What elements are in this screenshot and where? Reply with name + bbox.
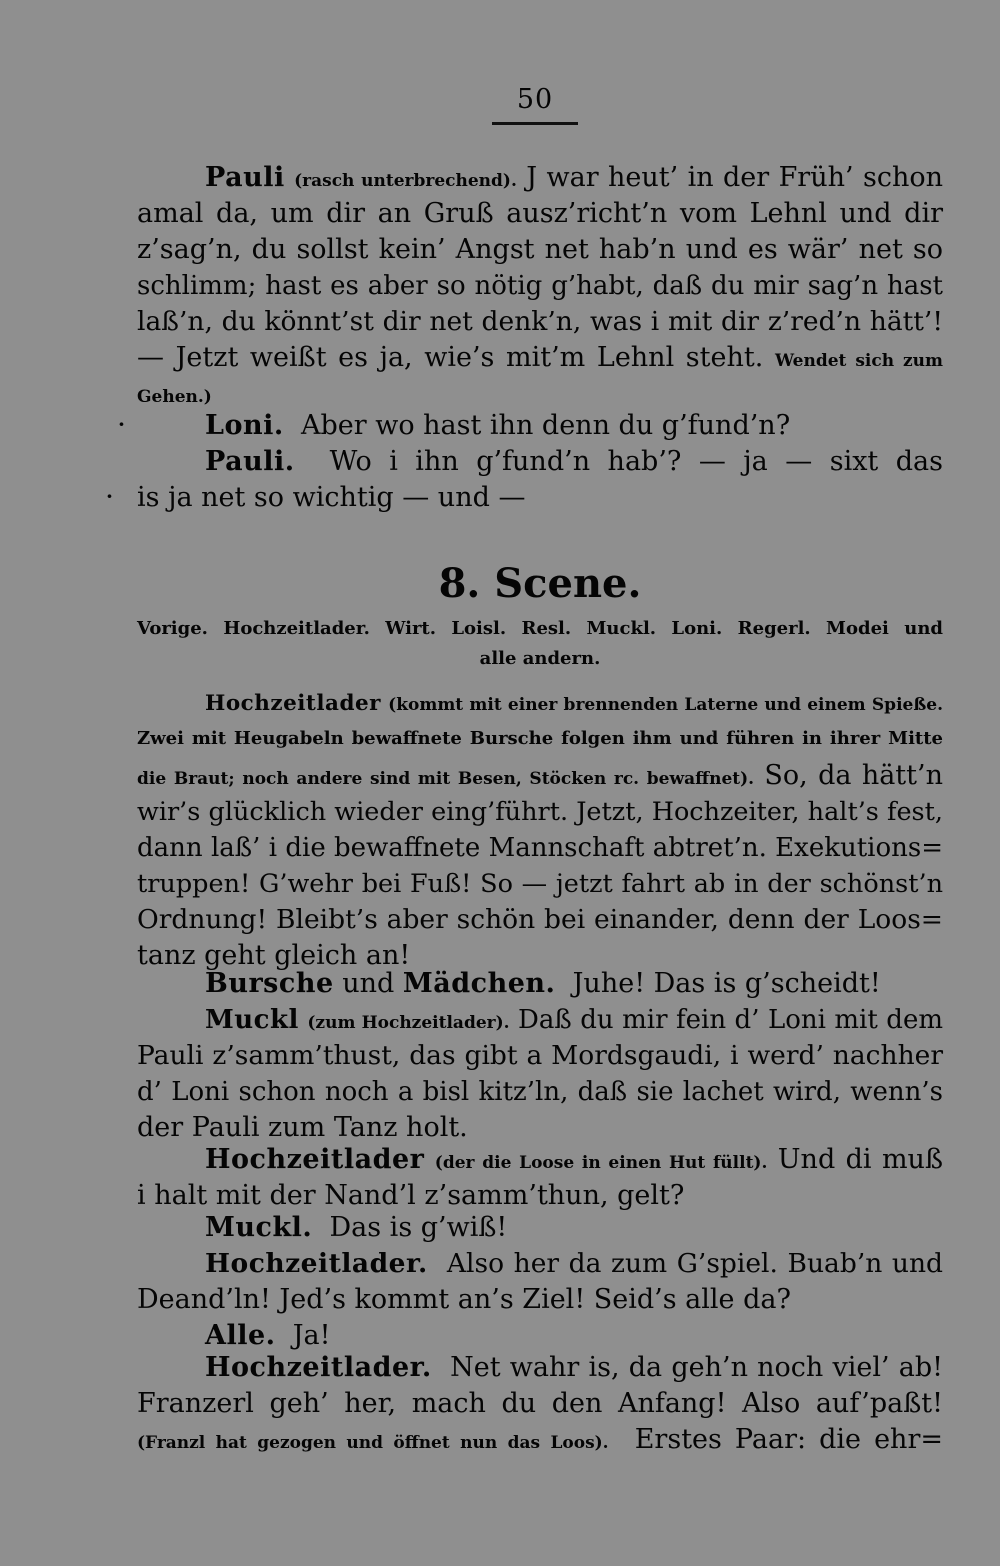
stage-direction: die Braut; noch andere sind mit Besen, Stöcken rc. bewaffnet). — [137, 769, 755, 789]
text-line: tanz geht gleich an! — [137, 940, 411, 971]
speaker-name: Muckl — [205, 1005, 299, 1035]
text-line — [137, 160, 943, 199]
text-line: laß’n, du könnt’st dir net denk’n, was i mit dir z’red’n hätt’! — [137, 306, 943, 337]
dialogue-text: Erstes Paar: die ehr= — [634, 1424, 943, 1455]
text-line — [137, 1002, 943, 1041]
dialogue-text: Wo i ihn g’fund’n hab’? — ja — sixt das — [329, 446, 943, 477]
speaker-name: Hochzeitlader. — [205, 1352, 432, 1383]
speaker-name: Pauli. — [205, 446, 295, 477]
speaker-name: Hochzeitlader. — [205, 1248, 428, 1279]
text-line — [137, 758, 943, 797]
text-line: Franzerl geh’ her, mach du den Anfang! Also auf’paßt! — [137, 1388, 943, 1419]
text-line — [137, 686, 943, 723]
speaker-name: Alle. — [205, 1320, 276, 1351]
text-line — [137, 408, 943, 444]
speaker-name: Bursche — [205, 968, 334, 999]
text-line — [137, 1318, 943, 1354]
text-line: dann laß’ i die bewaffnete Mannschaft abtret’n. Exekutions= — [137, 833, 943, 863]
stage-direction: (der die Loose in einen Hut füllt). — [434, 1153, 768, 1173]
text-line: Pauli z’samm’thust, das gibt a Mordsgaudi, i werd’ nachher — [137, 1040, 943, 1071]
text-line — [137, 1422, 943, 1461]
speaker-name: Loni. — [205, 410, 284, 441]
text-line: Ordnung! Bleibt’s aber schön bei einander, denn der Loos= — [137, 904, 943, 935]
dialogue-text: — Jetzt weißt es ja, wie’s mit’m Lehnl steht. — [137, 342, 764, 373]
speaker-name: Hochzeitlader — [205, 691, 382, 716]
text-line: amal da, um dir an Gruß ausz’richt’n vom Lehnl und dir — [137, 198, 943, 229]
cast-list: Vorige. Hochzeitlader. Wirt. Loisl. Resl. Muckl. Loni. Regerl. Modei und — [137, 618, 943, 639]
text-line — [137, 966, 943, 1002]
dialogue-text: Daß du mir fein d’ Loni mit dem — [518, 1005, 943, 1035]
stage-direction: Gehen.) — [137, 387, 212, 407]
margin-mark: · — [118, 412, 125, 436]
speaker-name: Pauli — [205, 162, 285, 193]
dialogue-text: Und di muß — [777, 1144, 943, 1175]
text-line — [137, 1142, 943, 1181]
text-line — [137, 444, 943, 480]
text-line — [137, 1350, 943, 1386]
dialogue-text: Juhe! Das is g’scheidt! — [572, 968, 881, 999]
dialogue-text: So, da hätt’n — [764, 760, 943, 791]
dialogue-text: Aber wo hast ihn denn du g’fund’n? — [300, 410, 791, 441]
text-line: truppen! G’wehr bei Fuß! So — jetzt fahrt ab in der schönst’n — [137, 869, 943, 899]
text-line — [137, 1210, 943, 1246]
text-line: d’ Loni schon noch a bisl kitz’ln, daß sie lachet wird, wenn’s — [137, 1077, 943, 1107]
dialogue-text: J war heut’ in der Früh’ schon — [526, 162, 943, 193]
text-line — [137, 1246, 943, 1282]
speaker-name: Hochzeitlader — [205, 1144, 425, 1175]
dialogue-text: Also her da zum G’spiel. Buab’n und — [446, 1248, 943, 1279]
text-line: der Pauli zum Tanz holt. — [137, 1112, 468, 1143]
text-line: schlimm; hast es aber so nötig g’habt, daß du mir sag’n hast — [137, 271, 943, 301]
scene-heading: 8. Scene. — [438, 560, 642, 607]
dialogue-text: und — [342, 968, 395, 999]
dialogue-text: Das is g’wiß! — [329, 1212, 508, 1243]
text-line: wir’s glücklich wieder eing’führt. Jetzt, Hochzeiter, halt’s fest, — [137, 797, 943, 827]
margin-mark: · — [106, 484, 113, 508]
stage-direction: (rasch unterbrechend). — [294, 171, 517, 191]
cast-list: alle andern. — [479, 648, 601, 669]
stage-direction: (Franzl hat gezogen und öffnet nun das Loos). — [137, 1433, 609, 1453]
text-line: is ja net so wichtig — und — — [137, 482, 526, 513]
stage-direction: Zwei mit Heugabeln bewaffnete Bursche folgen ihm und führen in ihrer Mitte — [137, 728, 943, 749]
speaker-name: Muckl. — [205, 1212, 313, 1243]
page-number: 50 — [516, 84, 554, 115]
page-number-rule — [492, 122, 578, 125]
text-line: i halt mit der Nand’l z’samm’thun, gelt? — [137, 1180, 685, 1211]
stage-direction: (kommt mit einer brennenden Laterne und einem Spieße. — [388, 695, 943, 715]
text-line — [137, 340, 943, 379]
speaker-name: Mädchen. — [402, 968, 556, 999]
dialogue-text: Ja! — [292, 1320, 331, 1351]
stage-direction: Wendet sich zum — [774, 351, 943, 371]
text-line: Deand’ln! Jed’s kommt an’s Ziel! Seid’s alle da? — [137, 1284, 791, 1315]
stage-direction: (zum Hochzeitlader). — [307, 1013, 510, 1033]
dialogue-text: Net wahr is, da geh’n noch viel’ ab! — [450, 1352, 943, 1383]
text-line: z’sag’n, du sollst kein’ Angst net hab’n und es wär’ net so — [137, 234, 943, 265]
